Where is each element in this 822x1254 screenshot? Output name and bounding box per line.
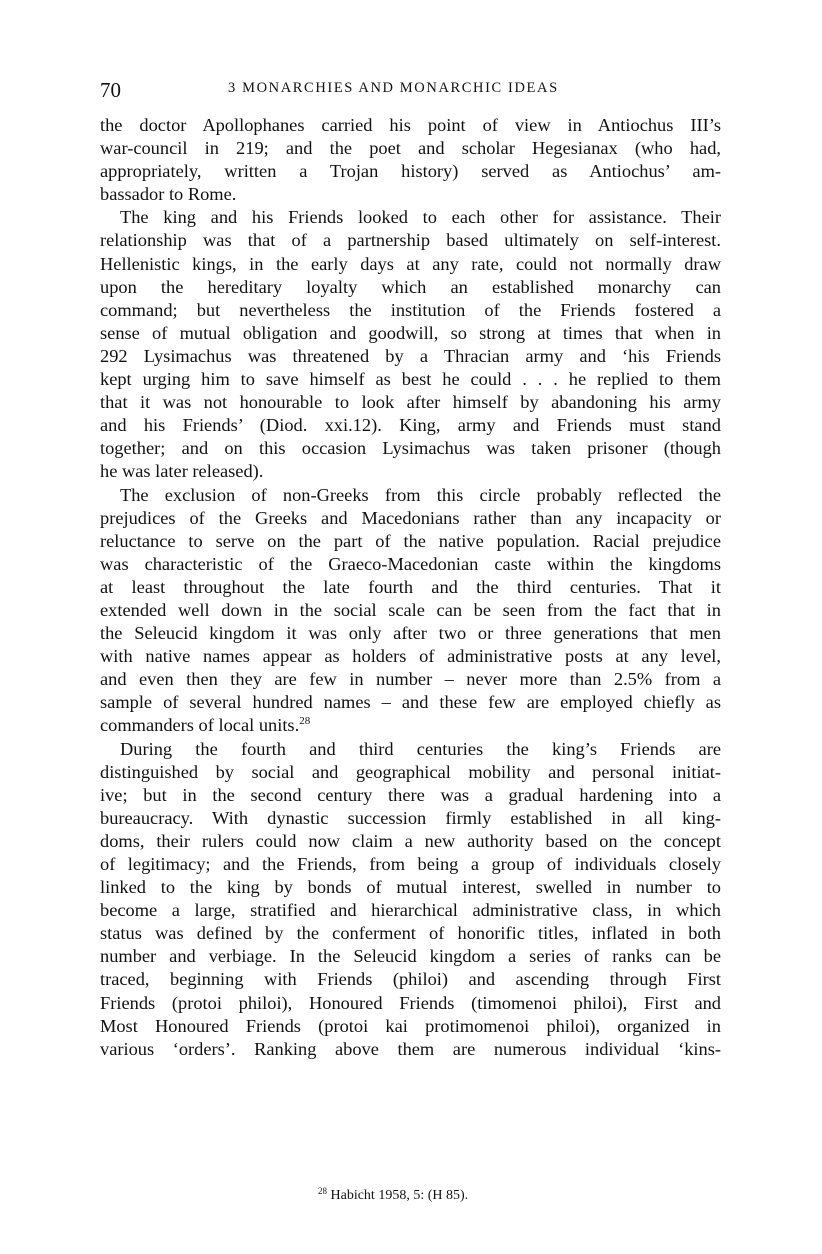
page-number: 70	[100, 78, 121, 102]
text-line: The king and his Friends looked to each other for assistance. Their	[120, 207, 721, 228]
text-line: doms, their rulers could now claim a new authority based on the concept	[100, 830, 721, 851]
paragraph	[100, 738, 721, 1061]
text-line: Hellenistic kings, in the early days at any rate, could not normally draw	[100, 253, 721, 274]
footnote-text: Habicht 1958, 5: (H 85).	[330, 1188, 469, 1203]
text-line: linked to the king by bonds of mutual interest, swelled in number to	[100, 877, 721, 898]
running-header	[100, 78, 720, 104]
footnote-reference[interactable]: 28	[299, 715, 311, 728]
text-line: become a large, stratified and hierarchical administrative class, in which	[100, 900, 721, 921]
footnote-number: 28	[318, 1186, 327, 1196]
text-line: number and verbiage. In the Seleucid kingdom a series of ranks can be	[100, 946, 721, 967]
text-line: reluctance to serve on the part of the native population. Racial prejudice	[100, 530, 721, 551]
text-line: status was defined by the conferment of honorific titles, inflated in both	[100, 923, 721, 944]
text-line: was characteristic of the Graeco-Macedonian caste within the kingdoms	[100, 553, 721, 574]
text-line: prejudices of the Greeks and Macedonians rather than any incapacity or	[100, 507, 721, 528]
text-line: During the fourth and third centuries the king’s Friends are	[120, 738, 721, 759]
text-line: bassador to Rome.	[100, 184, 237, 205]
text-line: sense of mutual obligation and goodwill, so strong at times that when in	[100, 322, 721, 343]
text-line: upon the hereditary loyalty which an established monarchy can	[100, 276, 721, 297]
body-text	[100, 114, 721, 1061]
paragraph	[100, 484, 721, 738]
footnote	[318, 1186, 468, 1204]
text-line: 292 Lysimachus was threatened by a Thracian army and ‘his Friends	[100, 345, 721, 366]
text-line: kept urging him to save himself as best he could . . . he replied to them	[100, 369, 721, 390]
text-line-with-footnote	[100, 714, 721, 737]
paragraph	[100, 206, 721, 483]
text-line: traced, beginning with Friends (philoi) and ascending through First	[100, 969, 721, 990]
text-line: and his Friends’ (Diod. xxi.12). King, army and Friends must stand	[100, 415, 721, 436]
text-line: relationship was that of a partnership based ultimately on self-interest.	[100, 230, 721, 251]
running-head-title: 3 MONARCHIES AND MONARCHIC IDEAS	[228, 80, 559, 96]
text-line: he was later released).	[100, 461, 264, 482]
text-line: of legitimacy; and the Friends, from being a group of individuals closely	[100, 854, 721, 874]
text-line: and even then they are few in number – never more than 2.5% from a	[100, 669, 721, 690]
text-line: The exclusion of non-Greeks from this circle probably reflected the	[120, 484, 721, 505]
text-line: distinguished by social and geographical mobility and personal initiat-	[100, 761, 721, 782]
paragraph	[100, 114, 721, 206]
text-line: ive; but in the second century there was a gradual hardening into a	[100, 784, 721, 805]
text-line: with native names appear as holders of administrative posts at any level,	[100, 646, 721, 667]
text-line: bureaucracy. With dynastic succession firmly established in all king-	[100, 807, 721, 828]
text-line: various ‘orders’. Ranking above them are numerous individual ‘kins-	[100, 1038, 721, 1059]
text-line: that it was not honourable to look after himself by abandoning his army	[100, 392, 721, 413]
text-line: extended well down in the social scale can be seen from the fact that in	[100, 599, 721, 620]
text-line: sample of several hundred names – and these few are employed chiefly as	[100, 692, 721, 713]
text-line: the Seleucid kingdom it was only after two or three generations that men	[100, 623, 721, 644]
text-line: appropriately, written a Trojan history) served as Antiochus’ am-	[100, 161, 721, 182]
text-line: war-council in 219; and the poet and scholar Hegesianax (who had,	[100, 138, 721, 159]
text-line: command; but nevertheless the institution of the Friends fostered a	[100, 299, 721, 320]
text-line: commanders of local units.	[100, 715, 300, 736]
text-line: Friends (protoi philoi), Honoured Friends (timomenoi philoi), First and	[100, 992, 721, 1013]
text-line: together; and on this occasion Lysimachus was taken prisoner (though	[100, 438, 721, 459]
text-line: Most Honoured Friends (protoi kai protimomenoi philoi), organized in	[100, 1015, 721, 1036]
text-line: at least throughout the late fourth and the third centuries. That it	[100, 576, 721, 597]
text-line: the doctor Apollophanes carried his point of view in Antiochus III’s	[100, 115, 721, 135]
